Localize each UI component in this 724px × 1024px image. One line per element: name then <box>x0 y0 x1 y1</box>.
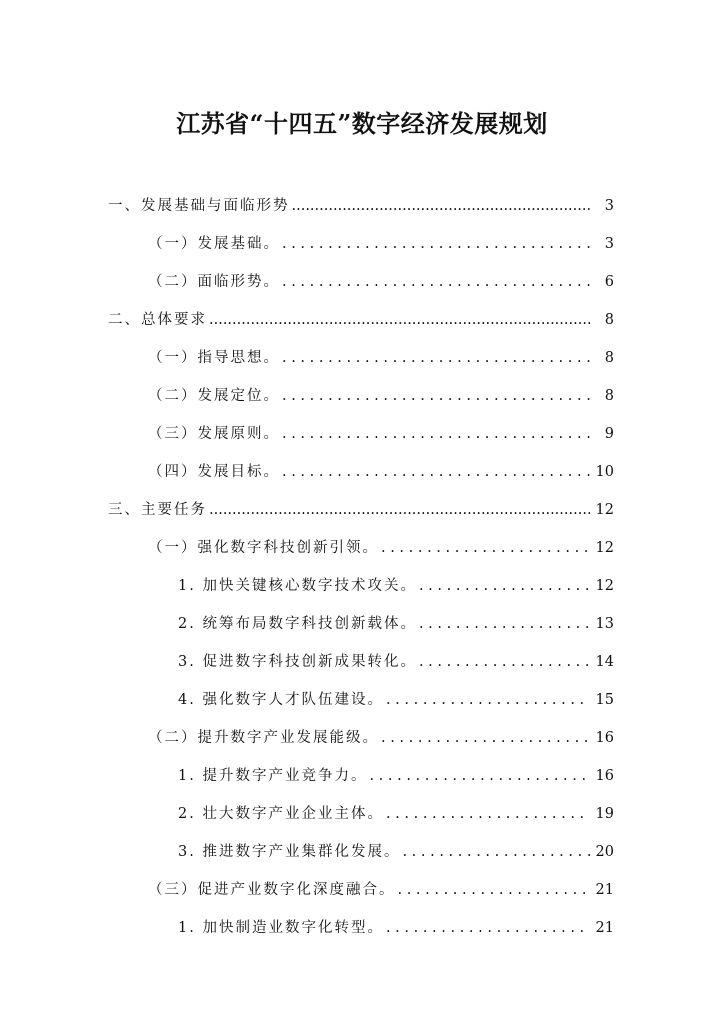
toc-entry[interactable] <box>108 498 614 519</box>
toc-entry[interactable] <box>148 460 614 481</box>
toc-leader-dots <box>386 920 590 936</box>
toc-leader-dots <box>419 654 590 670</box>
toc-entry-label: （一）发展基础。 <box>148 236 280 252</box>
toc-page-number: 16 <box>595 730 614 746</box>
toc-page-number: 21 <box>595 920 614 936</box>
toc-entry-label: （一）强化数字科技创新引领。 <box>148 540 379 556</box>
toc-page-number: 3 <box>604 236 614 252</box>
toc-leader-dots <box>386 692 590 708</box>
toc-entry[interactable] <box>108 308 614 329</box>
toc-page-number: 8 <box>604 312 614 328</box>
toc-leader-dots <box>292 198 593 214</box>
toc-entry[interactable] <box>178 916 614 937</box>
toc-entry-label: （二）面临形势。 <box>148 274 280 290</box>
toc-entry-label: （三）发展原则。 <box>148 426 280 442</box>
toc-entry-label: 三、主要任务 <box>108 502 207 518</box>
toc-entry-label: （四）发展目标。 <box>148 464 280 480</box>
toc-leader-dots <box>381 540 590 556</box>
toc-entry[interactable] <box>178 612 614 633</box>
toc-entry-label: 2. 壮大数字产业企业主体。 <box>178 806 384 822</box>
toc-entry-label: 2. 统筹布局数字科技创新载体。 <box>178 616 417 632</box>
toc-entry-label: 一、发展基础与面临形势 <box>108 198 290 214</box>
toc-entry[interactable] <box>148 384 614 405</box>
toc-entry[interactable] <box>178 650 614 671</box>
toc-leader-dots <box>398 882 590 898</box>
toc-entry-label: 1. 提升数字产业竞争力。 <box>178 768 368 784</box>
toc-leader-dots <box>419 616 590 632</box>
toc-page-number: 12 <box>595 502 614 518</box>
toc-entry-label: （二）提升数字产业发展能级。 <box>148 730 379 746</box>
toc-leader-dots <box>386 806 590 822</box>
toc-entry[interactable] <box>148 270 614 291</box>
toc-entry[interactable] <box>178 840 614 861</box>
toc-leader-dots <box>282 236 592 252</box>
toc-entry[interactable] <box>148 878 614 899</box>
toc-leader-dots <box>282 388 592 404</box>
toc-leader-dots <box>209 312 592 328</box>
toc-leader-dots <box>369 768 589 784</box>
toc-entry[interactable] <box>148 422 614 443</box>
toc-entry-label: 1. 加快制造业数字化转型。 <box>178 920 384 936</box>
toc-entry[interactable] <box>178 764 614 785</box>
toc-entry-label: （一）指导思想。 <box>148 350 280 366</box>
toc-page-number: 21 <box>595 882 614 898</box>
document-title: 江苏省“十四五”数字经济发展规划 <box>176 109 548 138</box>
toc-entry-label: 1. 加快关键核心数字技术攻关。 <box>178 578 417 594</box>
toc-entry[interactable] <box>148 346 614 367</box>
toc-leader-dots <box>282 426 592 442</box>
toc-page-number: 12 <box>595 578 614 594</box>
toc-page-number: 16 <box>595 768 614 784</box>
toc-leader-dots <box>381 730 590 746</box>
toc-entry[interactable] <box>148 232 614 253</box>
toc-page-number: 14 <box>595 654 614 670</box>
toc-entry-label: 4. 强化数字人才队伍建设。 <box>178 692 384 708</box>
toc-leader-dots <box>209 502 590 518</box>
toc-page-number: 3 <box>604 198 614 214</box>
toc-leader-dots <box>419 578 590 594</box>
toc-entry-label: 3. 推进数字产业集群化发展。 <box>178 844 401 860</box>
toc-page-number: 13 <box>595 616 614 632</box>
toc-entry[interactable] <box>178 688 614 709</box>
toc-entry-label: 二、总体要求 <box>108 312 207 328</box>
toc-entry[interactable] <box>148 726 614 747</box>
toc-entry-label: 3. 促进数字科技创新成果转化。 <box>178 654 417 670</box>
toc-entry-label: （三）促进产业数字化深度融合。 <box>148 882 396 898</box>
toc-page-number: 19 <box>595 806 614 822</box>
toc-page-number: 10 <box>595 464 614 480</box>
toc-page-number: 9 <box>604 426 614 442</box>
toc-leader-dots <box>282 464 590 480</box>
toc-entry[interactable] <box>108 194 614 215</box>
toc-entry-label: （二）发展定位。 <box>148 388 280 404</box>
toc-page-number: 20 <box>595 844 614 860</box>
toc-leader-dots <box>282 350 592 366</box>
toc-page-number: 8 <box>604 350 614 366</box>
toc-page-number: 6 <box>604 274 614 290</box>
toc-leader-dots <box>402 844 589 860</box>
toc-entry[interactable] <box>178 574 614 595</box>
toc-entry[interactable] <box>178 802 614 823</box>
toc-page-number: 15 <box>595 692 614 708</box>
toc-entry[interactable] <box>148 536 614 557</box>
toc-page-number: 8 <box>604 388 614 404</box>
toc-leader-dots <box>282 274 592 290</box>
toc-page-number: 12 <box>595 540 614 556</box>
